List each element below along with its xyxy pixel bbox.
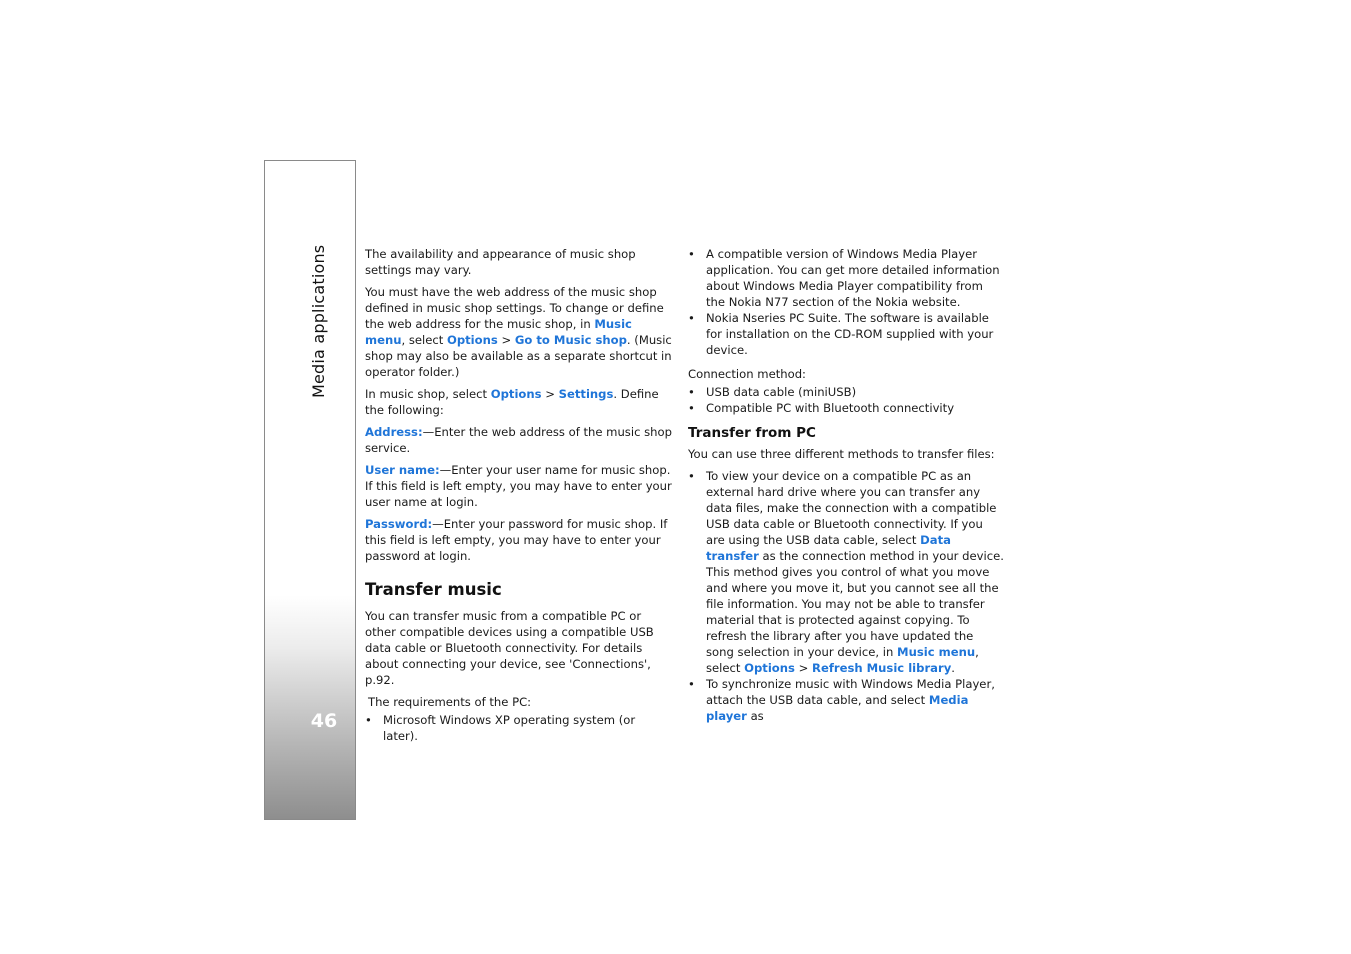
paragraph-transfer-methods: You can use three different methods to transfer files: (688, 447, 995, 461)
text-run: > (794, 661, 813, 675)
paragraph-web-address (365, 284, 673, 380)
text-run: . Define the following: (365, 387, 659, 417)
menu-term-music-menu: Music menu (365, 317, 632, 347)
text-run: as (746, 709, 764, 723)
list-item: • A compatible version of Windows Media Player application. You can get more detailed information about Windows Media Player compatibility from the Nokia N77 section of the Nokia website. (688, 246, 1004, 310)
list-item: • Nokia Nseries PC Suite. The software is available for installation on the CD-ROM supplied with your device. (688, 310, 1004, 358)
paragraph-connection-method: Connection method: (688, 367, 806, 381)
text-run: > (497, 333, 515, 347)
connection-list (688, 384, 1004, 416)
requirements-list (365, 712, 673, 744)
text-run: . (Music shop may also be available as a separate shortcut in operator folder.) (365, 333, 672, 379)
setting-address (365, 424, 673, 456)
setting-description: —Enter your user name for music shop. If this field is left empty, you may have to enter your user name at login. (365, 463, 672, 509)
list-item (688, 468, 1004, 676)
section-title: Media applications (309, 244, 328, 398)
transfer-methods-list (688, 468, 1004, 724)
text-run: To synchronize music with Windows Media Player, attach the USB data cable, and select (706, 677, 995, 707)
menu-term-go-to-music-shop: Go to Music shop (514, 333, 627, 347)
paragraph-transfer-intro: You can transfer music from a compatible PC or other compatible devices using a compatible USB data cable or Bluetooth connectivity. For details about connecting your device, see 'Connections', p.92. (365, 609, 654, 687)
text-run: To view your device on a compatible PC as an external hard drive where you can transfer any data files, make the connection with a compatible USB data cable or Bluetooth connectivity. If you are using the USB data cable, select (706, 469, 997, 547)
menu-term-media-player: Media player (706, 693, 969, 723)
text-run: > (541, 387, 559, 401)
paragraph-availability: The availability and appearance of music shop settings may vary. (365, 247, 636, 277)
menu-term-refresh-music-library: Refresh Music library (812, 661, 952, 675)
list-item: • Compatible PC with Bluetooth connectivity (688, 400, 1004, 416)
list-item (688, 676, 1004, 724)
list-item: • USB data cable (miniUSB) (688, 384, 1004, 400)
setting-user-name (365, 462, 673, 510)
menu-term-data-transfer: Data transfer (706, 533, 951, 563)
requirements-list-continued (688, 246, 1004, 358)
paragraph-settings (365, 386, 673, 418)
right-column (688, 246, 1004, 730)
setting-term-password: Password: (365, 517, 433, 531)
page-number: 46 (310, 710, 338, 732)
menu-term-options: Options (490, 387, 542, 401)
text-run: You must have the web address of the music shop defined in music shop settings. To change or define the web address for the music shop, in (365, 285, 664, 331)
text-run: as the connection method in your device. This method gives you control of what you move and where you move it, but you cannot see all the file information. You may not be able to transfer material that is protected against copying. To refresh the library after you have updated the song selection in your device, in (706, 549, 1004, 659)
menu-term-options: Options (744, 661, 795, 675)
menu-term-music-menu: Music menu (897, 645, 976, 659)
paragraph-requirements: The requirements of the PC: (368, 695, 532, 709)
menu-term-options: Options (446, 333, 498, 347)
text-run: In music shop, select (365, 387, 491, 401)
heading-transfer-music: Transfer music (365, 580, 502, 599)
text-run: . (951, 661, 955, 675)
text-run: , select (706, 645, 979, 675)
left-column (365, 246, 673, 750)
text-run: , select (401, 333, 447, 347)
setting-password (365, 516, 673, 564)
setting-term-user-name: User name: (365, 463, 440, 477)
heading-transfer-from-pc: Transfer from PC (688, 425, 816, 441)
menu-term-settings: Settings (558, 387, 614, 401)
setting-description: —Enter the web address of the music shop service. (365, 425, 672, 455)
setting-description: —Enter your password for music shop. If this field is left empty, you may have to enter your password at login. (365, 517, 668, 563)
list-item: • Microsoft Windows XP operating system (or later). (365, 712, 673, 744)
setting-term-address: Address: (365, 425, 423, 439)
